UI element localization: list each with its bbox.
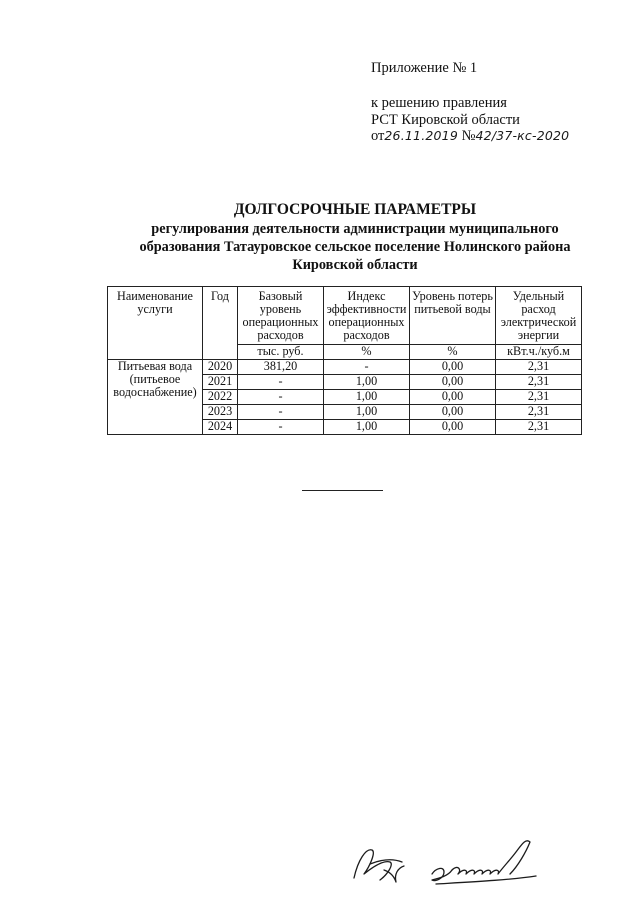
cell-energy: 2,31: [496, 360, 582, 375]
title-main: ДОЛГОСРОЧНЫЕ ПАРАМЕТРЫ: [233, 201, 477, 218]
decision-line-2: РСТ Кировской области: [371, 111, 520, 128]
cell-base-costs: -: [238, 390, 324, 405]
title-line-3: Кировской области: [292, 257, 418, 273]
cell-efficiency-index: 1,00: [324, 420, 410, 435]
cell-base-costs: 381,20: [238, 360, 324, 375]
decision-date: 26.11.2019: [384, 128, 458, 143]
header-base-costs: Базовый уровень операционных расходов: [238, 287, 324, 345]
cell-water-loss: 0,00: [410, 375, 496, 390]
cell-base-costs: -: [238, 405, 324, 420]
service-name: Питьевая вода (питьевое водоснабжение): [108, 360, 203, 435]
signature: [340, 830, 580, 890]
decision-line-1: к решению правления: [371, 95, 507, 111]
cell-water-loss: 0,00: [410, 390, 496, 405]
cell-base-costs: -: [238, 420, 324, 435]
cell-efficiency-index: 1,00: [324, 390, 410, 405]
number-sign: №: [461, 128, 476, 144]
closing-rule: [302, 490, 383, 491]
decision-date-line: [371, 128, 569, 145]
title-line-1: регулирования деятельности администрации муниципального: [151, 221, 559, 237]
header-energy-consumption: Удельный расход электрической энергии: [496, 287, 582, 345]
title-line-2: образования Татауровское сельское поселение Нолинского района: [139, 239, 571, 255]
cell-efficiency-index: 1,00: [324, 405, 410, 420]
header-efficiency-index: Индекс эффективности операционных расходов: [324, 287, 410, 345]
cell-energy: 2,31: [496, 405, 582, 420]
cell-year: 2022: [203, 390, 238, 405]
signature-icon: [340, 830, 580, 890]
decision-reference: [371, 95, 569, 145]
unit-efficiency-index: %: [324, 345, 410, 360]
appendix-title: Приложение № 1: [371, 60, 478, 76]
date-prefix: от: [371, 128, 385, 144]
cell-water-loss: 0,00: [410, 360, 496, 375]
unit-energy: кВт.ч./куб.м: [496, 345, 582, 360]
cell-energy: 2,31: [496, 420, 582, 435]
cell-energy: 2,31: [496, 375, 582, 390]
document-title: [120, 200, 590, 274]
cell-year: 2023: [203, 405, 238, 420]
decision-number: 42/37-кс-2020: [475, 128, 570, 143]
header-service: Наименование услуги: [108, 287, 203, 360]
table-row: [108, 360, 582, 375]
header-year: Год: [203, 287, 238, 360]
cell-year: 2021: [203, 375, 238, 390]
cell-water-loss: 0,00: [410, 405, 496, 420]
header-water-loss: Уровень потерь питьевой воды: [410, 287, 496, 345]
table-header-row: [108, 287, 582, 345]
cell-efficiency-index: -: [324, 360, 410, 375]
cell-base-costs: -: [238, 375, 324, 390]
cell-water-loss: 0,00: [410, 420, 496, 435]
cell-energy: 2,31: [496, 390, 582, 405]
cell-year: 2020: [203, 360, 238, 375]
parameters-table: [107, 286, 582, 435]
unit-water-loss: %: [410, 345, 496, 360]
cell-year: 2024: [203, 420, 238, 435]
unit-base-costs: тыс. руб.: [238, 345, 324, 360]
cell-efficiency-index: 1,00: [324, 375, 410, 390]
